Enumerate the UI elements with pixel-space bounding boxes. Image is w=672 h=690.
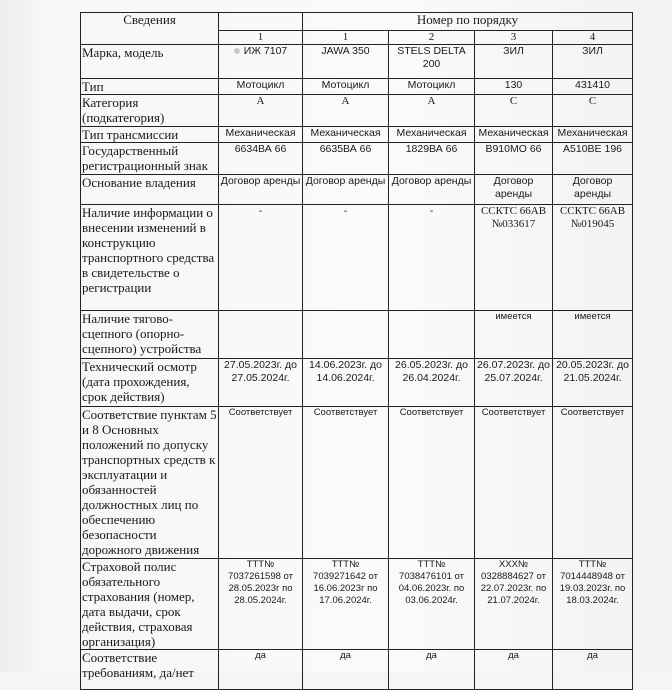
value-cell: Мотоцикл (219, 79, 303, 95)
header-row (81, 13, 633, 31)
table-row-inspection (81, 359, 633, 407)
value-cell: 6634ВА 66 (219, 143, 303, 175)
header-label-cell (81, 13, 219, 45)
value-cell: ТТТ№ 7038476101 от 04.06.2023г. по 03.06.2024г. (389, 559, 475, 650)
column-number: 2 (389, 31, 475, 45)
table-row-transmission (81, 127, 633, 143)
value-cell: да (219, 650, 303, 690)
column-number: 4 (553, 31, 633, 45)
table-row-type (81, 79, 633, 95)
row-label: Тип (81, 79, 219, 95)
row-label: Страховой полис обязательного страхования (номер, дата выдачи, срок действия, страховая организация) (81, 559, 219, 650)
value-cell: 1829ВА 66 (389, 143, 475, 175)
value-cell: да (303, 650, 389, 690)
row-label: Соответствие пунктам 5 и 8 Основных положений по допуску транспортных средств к эксплуатации и обязанностей должностных лиц по обеспечению безопасности дорожного движения (82, 407, 217, 557)
value-cell: Договор аренды (389, 175, 475, 205)
value-cell: 27.05.2023г. до 27.05.2024г. (219, 359, 303, 407)
value-cell: Соответствует (303, 407, 389, 559)
value-cell: Соответствует (553, 407, 633, 559)
table-row-category (81, 95, 633, 127)
row-label: Соответствие требованиям, да/нет (81, 650, 219, 690)
value-cell (219, 311, 303, 359)
value-cell: 14.06.2023г. до 14.06.2024г. (303, 359, 389, 407)
value-cell: ЗИЛ (475, 45, 553, 79)
row-label: Тип трансмиссии (81, 127, 219, 143)
value-text: ИЖ 7107 (243, 45, 288, 57)
table-row-ownership (81, 175, 633, 205)
value-cell: Механическая (219, 127, 303, 143)
value-cell: ЗИЛ (553, 45, 633, 79)
value-cell: - (219, 205, 303, 311)
value-cell: 130 (475, 79, 553, 95)
table-row-requirements (81, 650, 633, 690)
value-cell: - (303, 205, 389, 311)
value-cell: имеется (553, 311, 633, 359)
value-cell: В910МО 66 (475, 143, 553, 175)
row-label: Наличие тягово-сцепного (опорно-сцепного) устройства (81, 311, 219, 359)
header-blank-cell (219, 13, 303, 31)
value-cell: да (475, 650, 553, 690)
value-cell: Договор аренды (219, 175, 303, 205)
value-cell: 431410 (553, 79, 633, 95)
value-cell: Соответствует (475, 407, 553, 559)
value-cell: А (219, 95, 303, 127)
value-cell: С (475, 95, 553, 127)
value-cell: ТТТ№ 7039271642 от 16.06.2023г по 17.06.2024г. (303, 559, 389, 650)
value-cell: Мотоцикл (389, 79, 475, 95)
value-cell: 6635ВА 66 (303, 143, 389, 175)
value-cell: ССКТС 66АВ №019045 (553, 205, 633, 311)
row-label: Марка, модель (81, 45, 219, 79)
value-cell: да (553, 650, 633, 690)
value-cell: 26.07.2023г. до 25.07.2024г. (475, 359, 553, 407)
value-cell: ХХХ№ 0328884627 от 22.07.2023г. по 21.07.2024г. (475, 559, 553, 650)
scan-mark-icon (234, 48, 240, 54)
row-label: Технический осмотр (дата прохождения, срок действия) (81, 359, 219, 407)
value-cell (219, 45, 303, 79)
table-row-towbar (81, 311, 633, 359)
value-cell: А510ВЕ 196 (553, 143, 633, 175)
table-row-insurance (81, 559, 633, 650)
value-cell: Соответствует (389, 407, 475, 559)
column-number: 3 (475, 31, 553, 45)
header-label: Сведения (123, 12, 176, 27)
value-cell: А (303, 95, 389, 127)
value-cell: STELS DELTA 200 (389, 45, 475, 79)
vehicle-info-table (80, 12, 633, 690)
value-cell: 26.05.2023г. до 26.04.2024г. (389, 359, 475, 407)
value-cell: Механическая (303, 127, 389, 143)
value-cell: - (389, 205, 475, 311)
value-cell: Механическая (553, 127, 633, 143)
row-label: Основание владения (81, 175, 219, 205)
table-row-plate (81, 143, 633, 175)
value-cell: Договор аренды (303, 175, 389, 205)
value-cell: Договор аренды (475, 175, 553, 205)
table-row-modifications (81, 205, 633, 311)
column-number: 1 (219, 31, 303, 45)
value-cell: ТТТ№ 7037261598 от 28.05.2023г по 28.05.2024г. (219, 559, 303, 650)
column-number: 1 (303, 31, 389, 45)
header-numbers-title: Номер по порядку (303, 13, 633, 31)
table-row-model (81, 45, 633, 79)
value-cell: JAWA 350 (303, 45, 389, 79)
value-cell: Мотоцикл (303, 79, 389, 95)
table-row-compliance (81, 407, 633, 559)
value-cell: 20.05.2023г. до 21.05.2024г. (553, 359, 633, 407)
value-cell: имеется (475, 311, 553, 359)
value-cell (303, 311, 389, 359)
value-cell: Соответствует (219, 407, 303, 559)
value-cell: Механическая (389, 127, 475, 143)
value-cell: да (389, 650, 475, 690)
value-cell: ТТТ№ 7014448948 от 19.03.2023г. по 18.03.2024г. (553, 559, 633, 650)
row-label: Государственный регистрационный знак (81, 143, 219, 175)
value-cell: С (553, 95, 633, 127)
value-cell: ССКТС 66АВ №033617 (475, 205, 553, 311)
value-cell: А (389, 95, 475, 127)
row-label: Наличие информации о внесении изменений в конструкцию транспортного средства в свидетельстве о регистрации (81, 205, 219, 311)
value-cell: Договор аренды (553, 175, 633, 205)
value-cell: Механическая (475, 127, 553, 143)
row-label: Категория (подкатегория) (81, 95, 219, 127)
value-cell (389, 311, 475, 359)
